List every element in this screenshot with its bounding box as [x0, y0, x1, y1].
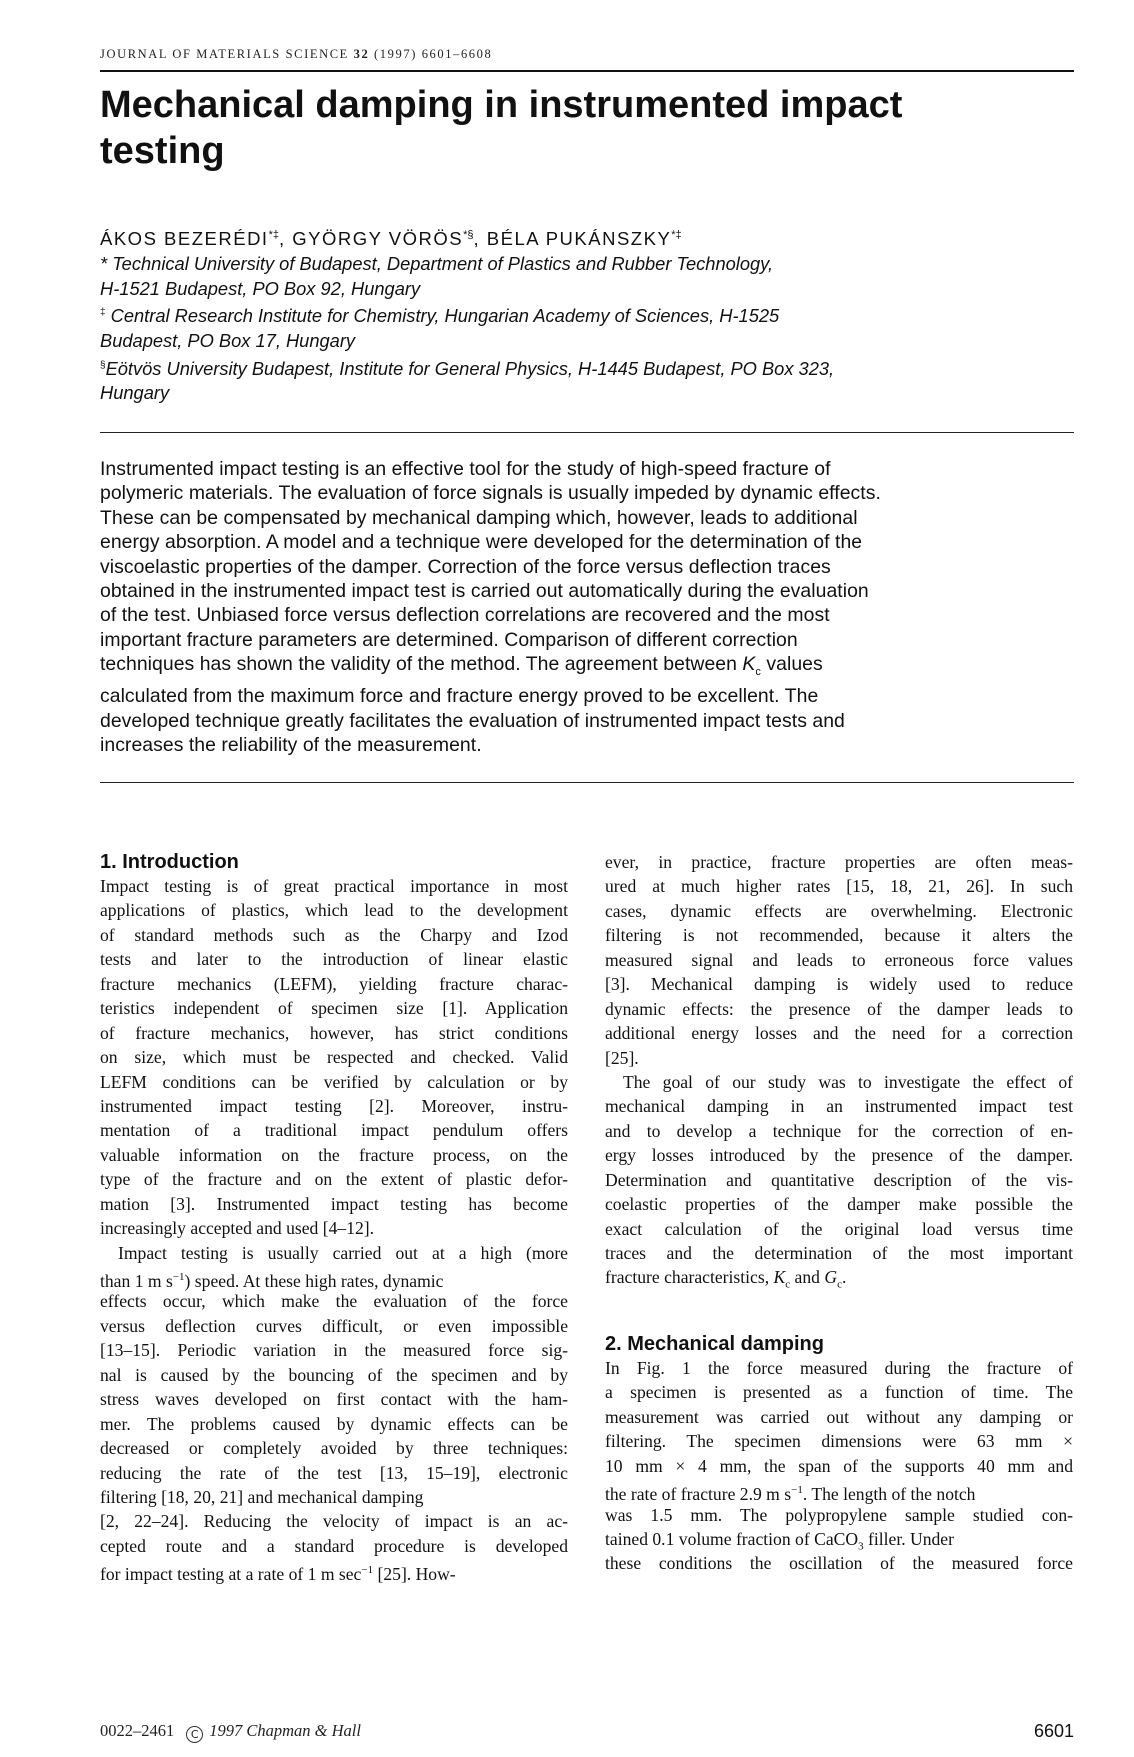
publisher: 1997 Chapman & Hall — [209, 1721, 361, 1740]
text-line: on size, which must be respected and checked. Valid — [100, 1047, 568, 1068]
text-line: mentation of a traditional impact pendulum offers — [100, 1120, 568, 1141]
text-line: Determination and quantitative description of the vis- — [605, 1169, 1073, 1190]
abstract — [100, 457, 1074, 758]
abstract-line: energy absorption. A model and a technique were developed for the determination of the — [100, 531, 863, 554]
text-line: instrumented impact testing [2]. Moreover, instru- — [100, 1095, 568, 1116]
text-line: increasingly accepted and used [4–12]. — [100, 1218, 375, 1239]
introduction-continued-text — [605, 850, 1073, 1290]
abstract-line: Instrumented impact testing is an effective tool for the study of high-speed fracture of — [100, 457, 831, 480]
text-line: In Fig. 1 the force measured during the fracture of — [605, 1357, 1073, 1378]
issn: 0022–2461 — [100, 1721, 175, 1740]
text-line: coelastic properties of the damper make possible the — [605, 1194, 1073, 1215]
text-line: teristics independent of specimen size [1]. Application — [100, 998, 568, 1019]
author-2-marks: *§ — [463, 229, 474, 241]
text-line: Impact testing is usually carried out at a high (more — [118, 1242, 568, 1263]
text-line: fracture characteristics, $K_c$ and $G_c$. — [605, 1267, 847, 1291]
text-line: LEFM conditions can be verified by calculation or by — [100, 1071, 568, 1092]
journal-name: JOURNAL OF MATERIALS SCIENCE — [100, 47, 349, 61]
abstract-line: polymeric materials. The evaluation of force signals is usually impeded by dynamic effects. — [100, 482, 881, 505]
abstract-line: calculated from the maximum force and fracture energy proved to be excellent. The — [100, 685, 819, 708]
text-line: [25]. — [605, 1047, 639, 1068]
abstract-top-rule — [100, 432, 1074, 433]
text-line: mer. The problems caused by dynamic effects can be — [100, 1413, 568, 1434]
title-line-1: Mechanical damping in instrumented impact — [100, 84, 903, 126]
text-line: a specimen is presented as a function of time. The — [605, 1382, 1073, 1403]
text-line: Impact testing is of great practical importance in most — [100, 876, 568, 896]
introduction-text — [100, 874, 568, 1583]
affiliation-line: §Eötvös University Budapest, Institute for General Physics, H-1445 Budapest, PO Box 323, — [100, 357, 835, 379]
text-line: filtering. The specimen dimensions were 63 mm × — [605, 1431, 1073, 1452]
author-3: , BÉLA PUKÁNSZKY — [473, 228, 672, 250]
right-column — [605, 850, 1073, 1576]
affiliation-line: Hungary — [100, 382, 170, 404]
text-line: [13–15]. Periodic variation in the measured force sig- — [100, 1340, 568, 1361]
abstract-line: increases the reliability of the measurement. — [100, 734, 482, 757]
text-line: ured at much higher rates [15, 18, 21, 26]. In such — [605, 876, 1073, 897]
text-line: versus deflection curves difficult, or even impossible — [100, 1315, 568, 1336]
text-line: cases, dynamic effects are overwhelming. Electronic — [605, 900, 1073, 921]
text-line: type of the fracture and on the extent of plastic defor- — [100, 1169, 568, 1190]
text-line: of fracture mechanics, however, has strict conditions — [100, 1022, 568, 1043]
text-line: nal is caused by the bouncing of the specimen and by — [100, 1364, 568, 1385]
text-line: [3]. Mechanical damping is widely used to reduce — [605, 974, 1073, 995]
page-number: 6601 — [1033, 1721, 1074, 1741]
text-line: dynamic effects: the presence of the damper leads to — [605, 998, 1073, 1019]
paper-page — [100, 44, 1074, 1741]
text-line: tests and later to the introduction of linear elastic — [100, 949, 568, 970]
text-line: stress waves developed on first contact with the ham- — [100, 1389, 568, 1410]
text-line: for impact testing at a rate of 1 m $\sec^{-1} [25]$. How- — [100, 1564, 456, 1585]
text-line: 10 mm × 4 mm, the span of the supports 40 mm and — [605, 1455, 1073, 1476]
header-rule — [100, 70, 1074, 72]
abstract-line: important fracture parameters are determined. Comparison of different correction — [100, 628, 798, 651]
author-1: ÁKOS BEZERÉDI — [100, 228, 269, 250]
section-heading-mechanical-damping: 2. Mechanical damping — [605, 1332, 824, 1355]
text-line: The goal of our study was to investigate the effect of — [623, 1071, 1073, 1092]
text-line: mechanical damping in an instrumented impact test — [605, 1096, 1073, 1117]
affiliation-line: * Technical University of Budapest, Department of Plastics and Rubber Technology, — [100, 253, 774, 275]
text-line: applications of plastics, which lead to the development — [100, 900, 568, 921]
abstract-line: These can be compensated by mechanical damping which, however, leads to additional — [100, 506, 858, 529]
text-line: and to develop a technique for the correction of en- — [605, 1120, 1073, 1141]
left-column — [100, 850, 568, 1583]
text-line: than 1 m $s^{-1}$) speed. At these high rates, dynamic — [100, 1270, 444, 1291]
text-line: these conditions the oscillation of the measured force — [605, 1553, 1073, 1574]
text-line: fracture mechanics (LEFM), yielding fracture charac- — [100, 973, 568, 994]
abstract-line: of the test. Unbiased force versus deflection correlations are recovered and the most — [100, 604, 830, 627]
section-heading-introduction: 1. Introduction — [100, 851, 239, 873]
affiliation-line: H-1521 Budapest, PO Box 92, Hungary — [100, 277, 421, 299]
text-line: ever, in practice, fracture properties are often meas- — [605, 852, 1073, 872]
mechanical-damping-text — [605, 1356, 1073, 1576]
author-2: , GYÖRGY VÖRÖS — [278, 228, 464, 250]
abstract-bottom-rule — [100, 782, 1074, 783]
text-line: filtering is not recommended, because it alters the — [605, 925, 1073, 946]
abstract-line: techniques has shown the validity of the method. The agreement between $K_c$ values — [100, 653, 823, 679]
abstract-line: obtained in the instrumented impact test is carried out automatically during the evaluation — [100, 579, 869, 602]
abstract-line: developed technique greatly facilitates the evaluation of instrumented impact tests and — [100, 709, 845, 732]
author-3-marks: *‡ — [671, 229, 682, 241]
journal-year-pages: (1997) 6601–6608 — [374, 47, 493, 61]
text-line: ergy losses introduced by the presence of the damper. — [605, 1145, 1073, 1166]
text-line: was 1.5 mm. The polypropylene sample studied con- — [605, 1504, 1073, 1525]
text-line: [2, 22–24]. Reducing the velocity of impact is an ac- — [100, 1511, 568, 1532]
text-line: decreased or completely avoided by three techniques: — [100, 1438, 568, 1459]
text-line: cepted route and a standard procedure is developed — [100, 1535, 568, 1556]
text-line: effects occur, which make the evaluation of the force — [100, 1291, 568, 1312]
author-1-marks: *‡ — [268, 229, 279, 241]
text-line: tained 0.1 volume fraction of CaCO$_3$ filler. Under — [605, 1528, 954, 1553]
text-line: valuable information on the fracture process, on the — [100, 1144, 568, 1165]
affiliations — [100, 252, 1074, 406]
journal-volume: 32 — [353, 47, 370, 61]
affiliation-mark: ‡ — [100, 307, 106, 319]
page-footer — [100, 1720, 1074, 1744]
affiliation-line: ‡ Central Research Institute for Chemistry, Hungarian Academy of Sciences, H-1525 — [100, 305, 780, 327]
running-head — [100, 44, 1074, 64]
text-line: traces and the determination of the most important — [605, 1243, 1073, 1263]
affiliation-mark: § — [100, 359, 106, 371]
copyright-icon: C — [186, 1726, 203, 1743]
text-line: additional energy losses and the need for a correction — [605, 1023, 1073, 1044]
abstract-line: viscoelastic properties of the damper. Correction of the force versus deflection traces — [100, 555, 831, 578]
affiliation-line: Budapest, PO Box 17, Hungary — [100, 330, 356, 352]
paper-title — [100, 82, 1000, 174]
text-line: measured signal and leads to erroneous force values — [605, 949, 1073, 970]
text-line: filtering [18, 20, 21] and mechanical damping — [100, 1486, 424, 1507]
text-line: exact calculation of the original load versus time — [605, 1218, 1073, 1239]
body-columns — [100, 850, 1074, 1656]
footer-issn-copyright — [100, 1720, 361, 1743]
author-list — [100, 222, 1074, 252]
text-line: reducing the rate of the test [13, 15–19], electronic — [100, 1462, 568, 1483]
text-line: of standard methods such as the Charpy and Izod — [100, 924, 568, 945]
text-line: mation [3]. Instrumented impact testing has become — [100, 1193, 568, 1214]
text-line: measurement was carried out without any damping or — [605, 1406, 1073, 1427]
title-line-2: testing — [100, 130, 225, 172]
text-line: the rate of fracture 2.9 m $s^{-1}$. The length of the notch — [605, 1483, 976, 1504]
